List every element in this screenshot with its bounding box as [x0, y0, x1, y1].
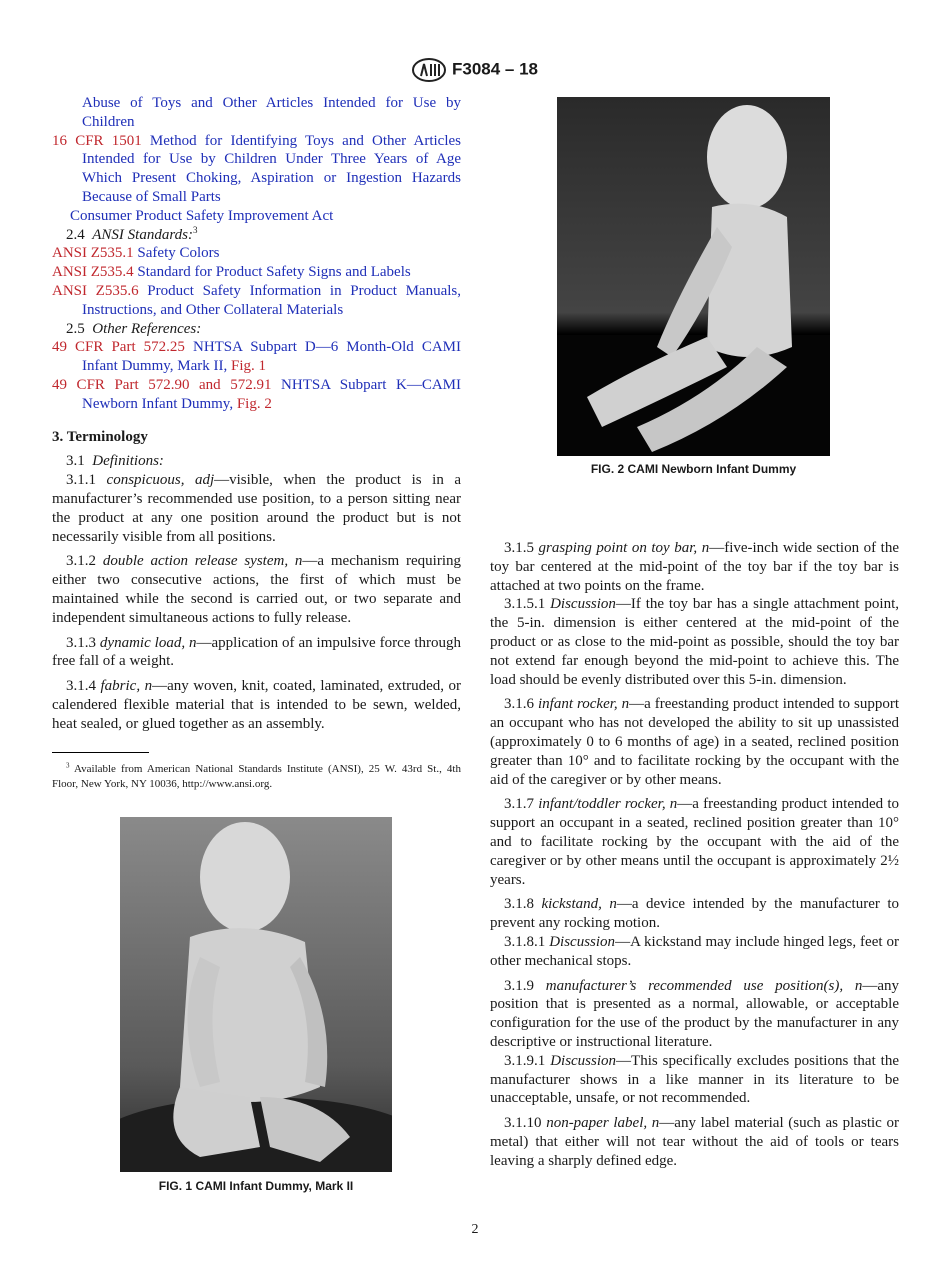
reference-item[interactable] [52, 282, 461, 320]
right-column [490, 539, 899, 1171]
page-header [0, 58, 950, 82]
reference-title[interactable]: NHTSA Subpart D—6 Month-Old CAMI Infant Dummy, Mark II, [82, 339, 462, 375]
definition: 3.1.8.1 Discussion—A kickstand may include hinged legs, feet or other mechanical stops. [490, 933, 899, 969]
section-heading: 3. Terminology [52, 428, 148, 445]
definition: 3.1.2 double action release system, n—a mechanism requiring either two consecutive actions, the first of which must be maintained while the second is carried out, or two separate and independent simultaneous actions to fully release. [52, 553, 461, 626]
reference-title[interactable]: Method for Identifying Toys and Other Articles Intended for Use by Children Under Three Years of Age Which Present Choking, Aspiration or Ingestion Hazards Because of Small Parts [82, 132, 461, 205]
figure-1-caption: FIG. 1 CAMI Infant Dummy, Mark II [158, 1179, 354, 1193]
reference-code[interactable]: ANSI Z535.1 [52, 245, 134, 262]
definition: 3.1.10 non-paper label, n—any label material (such as plastic or metal) that either will not tear without the aid of tools or tears leaving a sharply defined edge. [490, 1115, 899, 1169]
newborn-dummy-image [557, 97, 830, 456]
subsection-2-4: 2.4 ANSI Standards:$^3$ [66, 224, 198, 243]
definition: 3.1.5 grasping point on toy bar, n—five-inch wide section of the toy bar centered at the mid-point of the toy bar if the toy bar is attached at two points on the frame. [490, 540, 899, 594]
reference-item[interactable] [52, 244, 461, 263]
reference-code[interactable]: ANSI Z535.6 [52, 282, 139, 299]
reference-title[interactable]: Product Safety Information in Product Manuals, Instructions, and Other Collateral Materials [82, 282, 461, 318]
reference-title[interactable]: NHTSA Subpart K—CAMI Newborn Infant Dummy, [82, 376, 461, 412]
reference-code[interactable]: ANSI Z535.4 [52, 264, 134, 281]
reference-item[interactable] [52, 263, 461, 282]
reference-item[interactable] [52, 338, 461, 376]
figure-1-photo [120, 817, 392, 1172]
reference-title[interactable]: Consumer Product Safety Improvement Act [70, 207, 334, 224]
footnote: $^3$ Available from American National Standards Institute (ANSI), 25 W. 43rd St., 4th Floor, New York, NY 10036, http://www.ansi.org. [52, 761, 461, 790]
definition: 3.1.7 infant/toddler rocker, n—a freestanding product intended to support an occupant in a seated, reclined position greater than 10° and to facilitate rocking by the occupant with the aid of the caregiver or by other means until the occupant is approximately 2½ years. [490, 796, 899, 888]
definition: 3.1.1 conspicuous, adj—visible, when the product is in a manufacturer’s recommended use position, to a person sitting near the product at any one position around the product but is not necessarily visible from all positions. [52, 472, 462, 545]
footnote-divider [52, 752, 149, 753]
definition: 3.1.3 dynamic load, n—application of an impulsive force through free fall of a weight. [52, 634, 462, 670]
reference-title[interactable]: Safety Colors [137, 245, 220, 262]
definition: 3.1.6 infant rocker, n—a freestanding product intended to support an occupant who has not developed the ability to sit up unassisted (approximately 0 to 6 months of age) in a seated, reclined position greater than 10° and to facilitate rocking by the occupant with the aid of the caregiver or by other means. [490, 696, 899, 788]
infant-dummy-image [120, 817, 392, 1172]
definition: 3.1.9.1 Discussion—This specifically excludes positions that the manufacturer shows in a like manner in its literature to be unacceptable, unsafe, or not recommended. [490, 1052, 899, 1107]
definition: 3.1.4 fabric, n—any woven, knit, coated, laminated, extruded, or calendered flexible material that is intended to be sewn, welded, heat sealed, or glued together as an assembly. [52, 678, 461, 732]
reference-item[interactable] [52, 376, 461, 414]
reference-code[interactable]: 49 CFR Part 572.90 and 572.91 [52, 376, 272, 393]
subsection-3-1: 3.1 Definitions: [66, 453, 164, 470]
figure-link[interactable]: Fig. 2 [236, 395, 272, 412]
reference-item[interactable] [52, 94, 461, 132]
reference-item[interactable] [52, 132, 461, 207]
designation: F3084 – 18 [451, 59, 538, 79]
subsection-2-5: 2.5 Other References: [66, 320, 202, 337]
definition: 3.1.9 manufacturer’s recommended use position(s), n—any position that is presented as a normal, allowable, or acceptable configuration for the use of the product by the manufacturer in any descriptive or instructional literature. [490, 977, 900, 1050]
astm-logo-icon [412, 58, 446, 82]
reference-item[interactable] [52, 207, 461, 226]
reference-code[interactable]: 16 CFR 1501 [52, 132, 142, 149]
reference-code[interactable]: 49 CFR Part 572.25 [52, 339, 185, 356]
figure-2-photo [557, 97, 830, 456]
figure-link[interactable]: Fig. 1 [231, 358, 267, 375]
figure-2-caption: FIG. 2 CAMI Newborn Infant Dummy [590, 462, 797, 476]
reference-title[interactable]: Standard for Product Safety Signs and Labels [137, 264, 411, 281]
left-column [52, 94, 461, 734]
page-number: 2 [471, 1222, 479, 1237]
definition: 3.1.8 kickstand, n—a device intended by the manufacturer to prevent any rocking motion. [490, 896, 899, 932]
definition: 3.1.5.1 Discussion—If the toy bar has a single attachment point, the 5-in. dimension is either centered at the mid-point of the product or as close to the mid-point as possible, should the toy bar not extend far enough beyond the mid-point to achieve this. The load should be evenly distributed over this 5-in. dimension. [490, 596, 899, 688]
reference-title: Abuse of Toys and Other Articles Intended for Use by Children [82, 95, 461, 130]
